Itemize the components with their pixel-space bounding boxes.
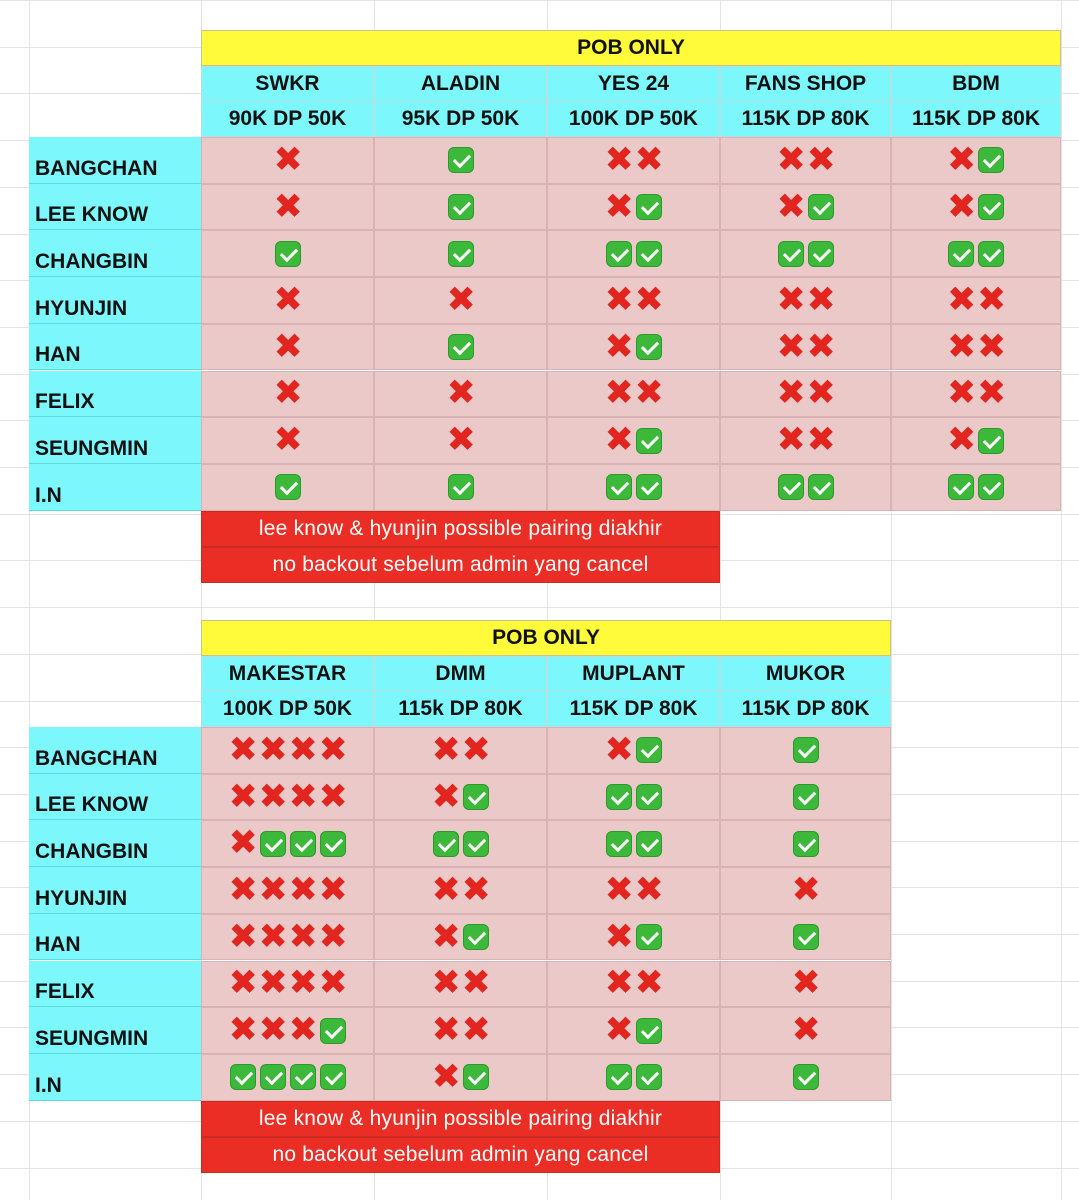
availability-cell[interactable] xyxy=(374,371,547,418)
availability-cell[interactable] xyxy=(547,1007,720,1054)
cross-mark-icon: ✖ xyxy=(318,729,348,770)
check-mark-icon xyxy=(463,831,489,857)
member-name[interactable]: LEE KNOW xyxy=(29,184,201,231)
cross-mark-icon: ✖ xyxy=(604,326,634,367)
cross-mark-icon: ✖ xyxy=(228,1010,258,1051)
cross-mark-icon: ✖ xyxy=(947,279,977,320)
availability-cell[interactable] xyxy=(374,820,547,867)
member-name[interactable]: SEUNGMIN xyxy=(29,1007,201,1054)
check-mark-icon xyxy=(290,831,316,857)
member-name[interactable]: HYUNJIN xyxy=(29,867,201,914)
check-mark-icon xyxy=(793,1064,819,1090)
check-mark-icon xyxy=(636,1064,662,1090)
cross-mark-icon: ✖ xyxy=(446,373,476,414)
shop-price[interactable]: 115K DP 80K xyxy=(891,101,1061,137)
check-mark-icon xyxy=(636,474,662,500)
cross-mark-icon: ✖ xyxy=(604,916,634,957)
availability-cell[interactable] xyxy=(547,867,720,914)
cross-mark-icon: ✖ xyxy=(634,279,664,320)
member-name[interactable]: LEE KNOW xyxy=(29,774,201,821)
cross-mark-icon: ✖ xyxy=(258,916,288,957)
availability-cell[interactable] xyxy=(547,137,720,184)
check-mark-icon xyxy=(636,784,662,810)
availability-cell[interactable] xyxy=(547,277,720,324)
check-mark-icon xyxy=(636,1018,662,1044)
availability-cell[interactable] xyxy=(547,417,720,464)
check-mark-icon xyxy=(448,241,474,267)
cross-mark-icon: ✖ xyxy=(288,776,318,817)
check-mark-icon xyxy=(978,147,1004,173)
cross-mark-icon: ✖ xyxy=(806,326,836,367)
shop-name[interactable]: MUPLANT xyxy=(547,656,720,692)
check-mark-icon xyxy=(463,924,489,950)
cross-mark-icon: ✖ xyxy=(318,916,348,957)
table-title[interactable]: POB ONLY xyxy=(201,620,891,656)
check-mark-icon xyxy=(606,1064,632,1090)
check-mark-icon xyxy=(448,147,474,173)
check-mark-icon xyxy=(606,474,632,500)
cross-mark-icon: ✖ xyxy=(273,139,303,180)
cross-mark-icon: ✖ xyxy=(431,916,461,957)
cross-mark-icon: ✖ xyxy=(446,279,476,320)
cross-mark-icon: ✖ xyxy=(977,373,1007,414)
availability-cell[interactable] xyxy=(891,277,1061,324)
cross-mark-icon: ✖ xyxy=(806,279,836,320)
shop-price[interactable]: 115k DP 80K xyxy=(374,691,547,727)
cross-mark-icon: ✖ xyxy=(258,776,288,817)
cross-mark-icon: ✖ xyxy=(258,1010,288,1051)
cross-mark-icon: ✖ xyxy=(288,963,318,1004)
member-name[interactable]: FELIX xyxy=(29,961,201,1008)
availability-cell[interactable] xyxy=(547,774,720,821)
check-mark-icon xyxy=(978,474,1004,500)
availability-cell[interactable] xyxy=(201,464,374,511)
cross-mark-icon: ✖ xyxy=(791,869,821,910)
availability-cell[interactable] xyxy=(720,184,891,231)
availability-cell[interactable] xyxy=(374,727,547,774)
shop-price[interactable]: 100K DP 50K xyxy=(201,691,374,727)
cross-mark-icon: ✖ xyxy=(776,326,806,367)
cross-mark-icon: ✖ xyxy=(288,1010,318,1051)
cross-mark-icon: ✖ xyxy=(806,139,836,180)
cross-mark-icon: ✖ xyxy=(634,139,664,180)
check-mark-icon xyxy=(636,241,662,267)
table-title[interactable]: POB ONLY xyxy=(201,30,1061,66)
cross-mark-icon: ✖ xyxy=(604,729,634,770)
check-mark-icon xyxy=(808,194,834,220)
check-mark-icon xyxy=(275,241,301,267)
cross-mark-icon: ✖ xyxy=(461,963,491,1004)
check-mark-icon xyxy=(978,428,1004,454)
availability-cell[interactable] xyxy=(201,820,374,867)
availability-cell[interactable] xyxy=(720,1007,891,1054)
check-mark-icon xyxy=(636,334,662,360)
check-mark-icon xyxy=(320,1064,346,1090)
availability-cell[interactable] xyxy=(720,277,891,324)
availability-cell[interactable] xyxy=(201,867,374,914)
check-mark-icon xyxy=(778,241,804,267)
grid-column-line xyxy=(1061,0,1062,1200)
cross-mark-icon: ✖ xyxy=(228,963,258,1004)
cross-mark-icon: ✖ xyxy=(288,729,318,770)
cross-mark-icon: ✖ xyxy=(806,420,836,461)
availability-cell[interactable] xyxy=(374,1054,547,1101)
availability-cell[interactable] xyxy=(374,961,547,1008)
shop-price[interactable]: 90K DP 50K xyxy=(201,101,374,137)
cross-mark-icon: ✖ xyxy=(977,326,1007,367)
check-mark-icon xyxy=(260,1064,286,1090)
availability-cell[interactable] xyxy=(201,727,374,774)
member-name[interactable]: BANGCHAN xyxy=(29,727,201,774)
cross-mark-icon: ✖ xyxy=(977,279,1007,320)
member-name[interactable]: SEUNGMIN xyxy=(29,417,201,464)
check-mark-icon xyxy=(606,784,632,810)
cross-mark-icon: ✖ xyxy=(604,963,634,1004)
availability-cell[interactable] xyxy=(547,914,720,961)
cross-mark-icon: ✖ xyxy=(776,373,806,414)
check-mark-icon xyxy=(448,194,474,220)
cross-mark-icon: ✖ xyxy=(604,1010,634,1051)
member-name[interactable]: HAN xyxy=(29,324,201,371)
cross-mark-icon: ✖ xyxy=(634,963,664,1004)
availability-cell[interactable] xyxy=(547,371,720,418)
cross-mark-icon: ✖ xyxy=(318,869,348,910)
member-name[interactable]: I.N xyxy=(29,1054,201,1101)
availability-cell[interactable] xyxy=(201,914,374,961)
availability-cell[interactable] xyxy=(547,464,720,511)
availability-cell[interactable] xyxy=(374,137,547,184)
cross-mark-icon: ✖ xyxy=(461,1010,491,1051)
check-mark-icon xyxy=(793,737,819,763)
cross-mark-icon: ✖ xyxy=(273,373,303,414)
cross-mark-icon: ✖ xyxy=(431,1010,461,1051)
availability-cell[interactable] xyxy=(201,137,374,184)
cross-mark-icon: ✖ xyxy=(776,186,806,227)
cross-mark-icon: ✖ xyxy=(947,186,977,227)
check-mark-icon xyxy=(606,831,632,857)
availability-cell[interactable] xyxy=(201,1007,374,1054)
availability-cell[interactable] xyxy=(720,961,891,1008)
availability-cell[interactable] xyxy=(720,417,891,464)
cross-mark-icon: ✖ xyxy=(258,729,288,770)
shop-price[interactable]: 115K DP 80K xyxy=(720,101,891,137)
availability-cell[interactable] xyxy=(547,820,720,867)
cross-mark-icon: ✖ xyxy=(228,776,258,817)
availability-cell[interactable] xyxy=(720,230,891,277)
cross-mark-icon: ✖ xyxy=(776,279,806,320)
cross-mark-icon: ✖ xyxy=(258,869,288,910)
shop-price[interactable]: 115K DP 80K xyxy=(547,691,720,727)
shop-name[interactable]: MUKOR xyxy=(720,656,891,692)
shop-name[interactable]: MAKESTAR xyxy=(201,656,374,692)
availability-cell[interactable] xyxy=(201,184,374,231)
cross-mark-icon: ✖ xyxy=(604,373,634,414)
availability-cell[interactable] xyxy=(720,774,891,821)
check-mark-icon xyxy=(808,241,834,267)
cross-mark-icon: ✖ xyxy=(634,869,664,910)
cross-mark-icon: ✖ xyxy=(947,139,977,180)
availability-cell[interactable] xyxy=(720,820,891,867)
availability-cell[interactable] xyxy=(891,464,1061,511)
availability-cell[interactable] xyxy=(720,1054,891,1101)
availability-cell[interactable] xyxy=(374,277,547,324)
cross-mark-icon: ✖ xyxy=(791,963,821,1004)
availability-cell[interactable] xyxy=(720,867,891,914)
availability-cell[interactable] xyxy=(201,324,374,371)
shop-name[interactable]: BDM xyxy=(891,66,1061,102)
cross-mark-icon: ✖ xyxy=(288,916,318,957)
cross-mark-icon: ✖ xyxy=(604,139,634,180)
cross-mark-icon: ✖ xyxy=(273,279,303,320)
availability-cell[interactable] xyxy=(720,137,891,184)
availability-cell[interactable] xyxy=(547,961,720,1008)
shop-name[interactable]: DMM xyxy=(374,656,547,692)
member-name[interactable]: CHANGBIN xyxy=(29,230,201,277)
cross-mark-icon: ✖ xyxy=(228,823,258,864)
cross-mark-icon: ✖ xyxy=(604,186,634,227)
availability-cell[interactable] xyxy=(720,371,891,418)
availability-cell[interactable] xyxy=(374,417,547,464)
member-name[interactable]: I.N xyxy=(29,464,201,511)
cross-mark-icon: ✖ xyxy=(776,139,806,180)
availability-cell[interactable] xyxy=(891,137,1061,184)
cross-mark-icon: ✖ xyxy=(791,1010,821,1051)
availability-cell[interactable] xyxy=(547,230,720,277)
availability-cell[interactable] xyxy=(891,230,1061,277)
availability-cell[interactable] xyxy=(374,774,547,821)
check-mark-icon xyxy=(636,194,662,220)
check-mark-icon xyxy=(290,1064,316,1090)
check-mark-icon xyxy=(808,474,834,500)
check-mark-icon xyxy=(320,1018,346,1044)
member-name[interactable]: HAN xyxy=(29,914,201,961)
cross-mark-icon: ✖ xyxy=(318,776,348,817)
check-mark-icon xyxy=(448,474,474,500)
cross-mark-icon: ✖ xyxy=(776,420,806,461)
availability-cell[interactable] xyxy=(201,774,374,821)
availability-cell[interactable] xyxy=(547,727,720,774)
check-mark-icon xyxy=(636,831,662,857)
availability-cell[interactable] xyxy=(547,324,720,371)
shop-name[interactable]: ALADIN xyxy=(374,66,547,102)
availability-cell[interactable] xyxy=(891,324,1061,371)
check-mark-icon xyxy=(636,428,662,454)
availability-cell[interactable] xyxy=(374,230,547,277)
availability-cell[interactable] xyxy=(547,1054,720,1101)
cross-mark-icon: ✖ xyxy=(258,963,288,1004)
note-banner[interactable]: lee know & hyunjin possible pairing diakhir xyxy=(201,511,720,547)
cross-mark-icon: ✖ xyxy=(431,869,461,910)
availability-cell[interactable] xyxy=(547,184,720,231)
availability-cell[interactable] xyxy=(201,277,374,324)
cross-mark-icon: ✖ xyxy=(228,869,258,910)
availability-cell[interactable] xyxy=(720,727,891,774)
grid-row-line xyxy=(0,607,1079,608)
check-mark-icon xyxy=(978,194,1004,220)
availability-cell[interactable] xyxy=(374,914,547,961)
check-mark-icon xyxy=(448,334,474,360)
cross-mark-icon: ✖ xyxy=(273,326,303,367)
member-name[interactable]: FELIX xyxy=(29,371,201,418)
cross-mark-icon: ✖ xyxy=(947,420,977,461)
cross-mark-icon: ✖ xyxy=(228,729,258,770)
cross-mark-icon: ✖ xyxy=(604,420,634,461)
shop-price[interactable]: 115K DP 80K xyxy=(720,691,891,727)
availability-cell[interactable] xyxy=(201,371,374,418)
availability-cell[interactable] xyxy=(201,1054,374,1101)
note-banner[interactable]: lee know & hyunjin possible pairing diakhir xyxy=(201,1101,720,1137)
shop-name[interactable]: FANS SHOP xyxy=(720,66,891,102)
availability-cell[interactable] xyxy=(891,417,1061,464)
cross-mark-icon: ✖ xyxy=(431,729,461,770)
grid-row-line xyxy=(0,0,1079,1)
shop-price[interactable]: 95K DP 50K xyxy=(374,101,547,137)
check-mark-icon xyxy=(778,474,804,500)
check-mark-icon xyxy=(793,924,819,950)
cross-mark-icon: ✖ xyxy=(431,1056,461,1097)
cross-mark-icon: ✖ xyxy=(288,869,318,910)
cross-mark-icon: ✖ xyxy=(431,776,461,817)
availability-cell[interactable] xyxy=(201,230,374,277)
check-mark-icon xyxy=(793,784,819,810)
check-mark-icon xyxy=(463,1064,489,1090)
availability-cell[interactable] xyxy=(891,371,1061,418)
check-mark-icon xyxy=(606,241,632,267)
availability-cell[interactable] xyxy=(374,324,547,371)
check-mark-icon xyxy=(275,474,301,500)
cross-mark-icon: ✖ xyxy=(461,869,491,910)
cross-mark-icon: ✖ xyxy=(228,916,258,957)
member-name[interactable]: HYUNJIN xyxy=(29,277,201,324)
availability-cell[interactable] xyxy=(891,184,1061,231)
availability-cell[interactable] xyxy=(374,867,547,914)
note-banner[interactable]: no backout sebelum admin yang cancel xyxy=(201,1137,720,1173)
check-mark-icon xyxy=(636,737,662,763)
availability-cell[interactable] xyxy=(201,961,374,1008)
cross-mark-icon: ✖ xyxy=(446,420,476,461)
cross-mark-icon: ✖ xyxy=(461,729,491,770)
member-name[interactable]: CHANGBIN xyxy=(29,820,201,867)
availability-cell[interactable] xyxy=(720,464,891,511)
check-mark-icon xyxy=(433,831,459,857)
note-banner[interactable]: no backout sebelum admin yang cancel xyxy=(201,547,720,583)
cross-mark-icon: ✖ xyxy=(634,373,664,414)
shop-price[interactable]: 100K DP 50K xyxy=(547,101,720,137)
cross-mark-icon: ✖ xyxy=(273,420,303,461)
check-mark-icon xyxy=(260,831,286,857)
availability-cell[interactable] xyxy=(374,184,547,231)
cross-mark-icon: ✖ xyxy=(273,186,303,227)
check-mark-icon xyxy=(978,241,1004,267)
shop-name[interactable]: YES 24 xyxy=(547,66,720,102)
cross-mark-icon: ✖ xyxy=(431,963,461,1004)
cross-mark-icon: ✖ xyxy=(318,963,348,1004)
check-mark-icon xyxy=(793,831,819,857)
cross-mark-icon: ✖ xyxy=(604,279,634,320)
shop-name[interactable]: SWKR xyxy=(201,66,374,102)
cross-mark-icon: ✖ xyxy=(604,869,634,910)
cross-mark-icon: ✖ xyxy=(947,326,977,367)
availability-cell[interactable] xyxy=(720,324,891,371)
check-mark-icon xyxy=(230,1064,256,1090)
availability-cell[interactable] xyxy=(201,417,374,464)
check-mark-icon xyxy=(948,474,974,500)
check-mark-icon xyxy=(948,241,974,267)
member-name[interactable]: BANGCHAN xyxy=(29,137,201,184)
cross-mark-icon: ✖ xyxy=(947,373,977,414)
check-mark-icon xyxy=(320,831,346,857)
availability-cell[interactable] xyxy=(374,1007,547,1054)
cross-mark-icon: ✖ xyxy=(806,373,836,414)
check-mark-icon xyxy=(463,784,489,810)
availability-cell[interactable] xyxy=(720,914,891,961)
availability-cell[interactable] xyxy=(374,464,547,511)
check-mark-icon xyxy=(636,924,662,950)
